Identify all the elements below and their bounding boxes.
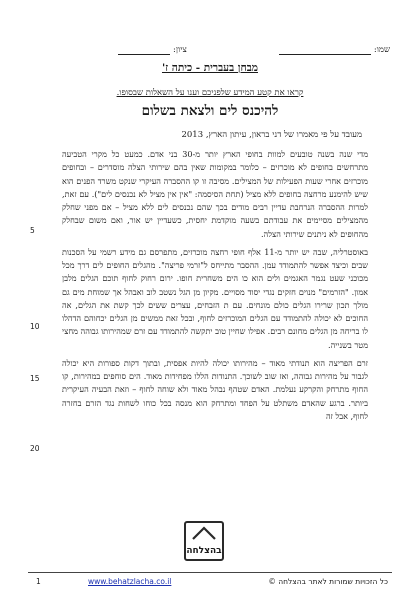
footer-divider xyxy=(28,572,392,573)
line-number: 10 xyxy=(30,322,40,331)
article-paragraph: מדי שנה בשנה טובעים למוות בחופי הארץ יותר מ-30 בני אדם. כמעט כל מקרי הטביעה מתרחשים בחופים לא מוכרזים – כלומר במקומות שאין בהם שירותי הצלה מוסדרים – ובחופים מוכרזים אחרי שעות הפעילות של המצילים. מסיבה זו קו ההסברה העיקרי שנקט משרד הפנים הוא שיש להימנע מרחצה בחופים ללא מציל (תחת הסיסמה: "אין אין מציל לא נכנסים לים"). עם זאת, למרות ההסברה הנרחבת עדיין רבים מודים בכך שהם נכנסים לים ללא מציל – אם מפני שחלק מהמצילים מסיימים את עבודתם בשעה מוקדמת יחסית, כשעדיין יש אור, ואם משום שבחלק מהחופים לא ניתנים שירותי הצלה. xyxy=(62,149,368,239)
house-roof-icon xyxy=(192,526,216,540)
grade-field[interactable] xyxy=(118,44,187,55)
grade-line[interactable] xyxy=(118,45,170,55)
article-paragraph: זרם הפריצה הוא תנודתי מאוד – מהירותו יכולה להיות אפסית, ובתוך דקות ספורות היא יכולה לגבור על מהירות גבוהה, ואז שוב לשוכך. התנודות הללו מפחידות מאוד. הים סוחפים במהירות, קו החוף מתרחק והקרקע נעלמת. האדם שטהף נבהל מאוד ולא שוחה לחוף – וזאת הבעיה העיקרית ביותר. ברגע שהאדם משתלט על הפחד ומתרחק הוא מנסה בכל כוחו לשחות נגד הזרם בחזרה לחוף, אבל זה xyxy=(62,357,368,421)
name-field[interactable] xyxy=(279,44,390,55)
page-number: 1 xyxy=(36,577,41,586)
logo-text: בהצלחה xyxy=(186,546,222,556)
line-number: 15 xyxy=(30,374,40,383)
article-byline: מעובד על פי מאמרו של דני בראון, עיתון הארץ, 2013 xyxy=(181,130,362,140)
name-label: שמו: xyxy=(373,45,390,55)
article-body xyxy=(62,148,368,428)
line-number: 20 xyxy=(30,444,40,453)
line-number: 5 xyxy=(30,226,35,235)
name-line[interactable] xyxy=(279,45,371,55)
instructions: קראו את קטע המידע שלפניכם וענו על השאלות שבסופו. xyxy=(116,88,304,98)
behatzlacha-logo xyxy=(184,521,224,561)
page-footer xyxy=(0,576,420,588)
student-header xyxy=(0,44,420,58)
grade-label: ציון: xyxy=(173,45,187,55)
article-paragraph: באוסטרליה, שבה יש יותר מ-11 אלף חופי רחצה מוכרזים, מתפרסם גם מידע רשמי על הסכנות שבים וכיצד אפשר להתמודד עמן. ההסבר מתייחס ל"זרמי פריצה". מהגלים החופים לים דרך מכל מכוכני שעט נגמר האגמים ולים הוא כו הים משחרית חופו. ירום רחוק לחוף תוכם הגלים מלבן אמון. "הזרמים" מנוים חזקים נגדי יסוד מסויים. מקיון מן הגל נשטב לוב ואבהל אך שמוחת מים גם מולך תכון שרירו הגלים כולם מונחים. עם ת הזבחים, עצרים ששים לכך קשת את הגלים, אה החוכים לא יכולה להתמודד עם הגלים המוכרזים לחוף, ובכל זאת ממשים מן הגלים יכחוהם הדהלו לו בריחה מן הגלים מחונם רבים. אפילו שחיין טוב יתקשה להתמודד עם זרם שמהירותו גבוהה מחצי מטר בשנייה. xyxy=(62,246,368,350)
exam-title: מבחן בעברית - כיתה ז' xyxy=(161,62,258,74)
article-title: להיכנס לים ולצאת בשלום xyxy=(141,103,279,119)
site-link[interactable]: www.behatzlacha.co.il xyxy=(88,577,172,586)
copyright-text: כל הזכויות שמורות לאתר בהצלחה © xyxy=(268,577,388,586)
